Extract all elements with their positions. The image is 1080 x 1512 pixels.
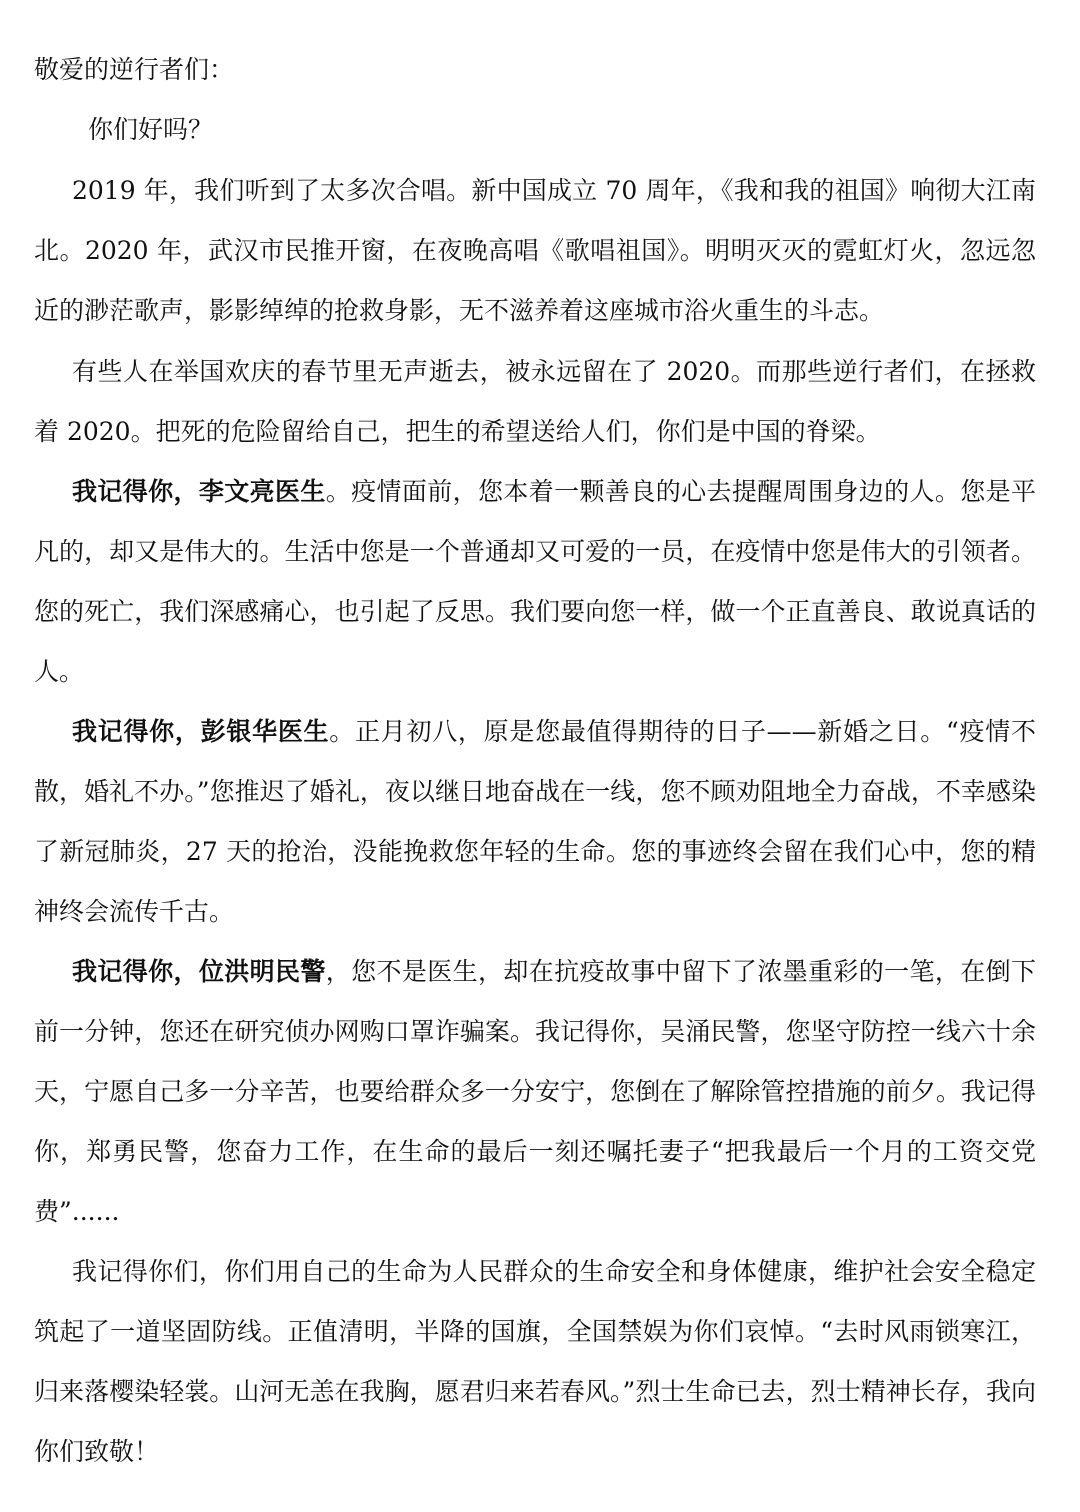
paragraph-peng-yinhua (34, 702, 1036, 942)
paragraph-wei-hongming (34, 942, 1036, 1242)
salutation: 敬爱的逆行者们： (34, 55, 235, 84)
heading-wei-hongming: 我记得你，位洪明民警 (72, 957, 326, 986)
letter-body (34, 40, 1036, 1482)
body-peng-yinhua: 。正月初八，原是您最值得期待的日子——新婚之日。“疫情不散，婚礼不办。”您推迟了婚礼，夜以继日地奋战在一线，您不顾劝阻地全力奋战，不幸感染了新冠肺炎，27 天的抢治，没能挽救您年轻的生命。您的事迹终会留在我们心中，您的精神终会流传千古。 (34, 717, 1036, 926)
heading-li-wenliang: 我记得你，李文亮医生 (72, 477, 326, 506)
paragraph-2020-retrograders: 有些人在举国欢庆的春节里无声逝去，被永远留在了 2020。而那些逆行者们，在拯救着 2020。把死的危险留给自己，把生的希望送给人们，你们是中国的脊梁。 (34, 357, 1036, 446)
body-li-wenliang: 。疫情面前，您本着一颗善良的心去提醒周围身边的人。您是平凡的，却又是伟大的。生活中您是一个普通却又可爱的一员，在疫情中您是伟大的引领者。您的死亡，我们深感痛心，也引起了反思。我们要向您一样，做一个正直善良、敢说真话的人。 (34, 477, 1036, 686)
paragraph-closing: 我记得你们，你们用自己的生命为人民群众的生命安全和身体健康，维护社会安全稳定筑起了一道坚固防线。正值清明，半降的国旗，全国禁娱为你们哀悼。“去时风雨锁寒江，归来落樱染轻裳。山河无恙在我胸，愿君归来若春风。”烈士生命已去，烈士精神长存，我向你们致敬！ (34, 1257, 1036, 1466)
paragraph-li-wenliang (34, 462, 1036, 702)
paragraph-2019-chorus: 2019 年，我们听到了太多次合唱。新中国成立 70 周年，《我和我的祖国》响彻大江南北。2020 年，武汉市民推开窗，在夜晚高唱《歌唱祖国》。明明灭灭的霓虹灯火，忽远忽近的渺茫歌声，影影绰绰的抢救身影，无不滋养着这座城市浴火重生的斗志。 (34, 176, 1036, 325)
greeting: 你们好吗？ (88, 115, 214, 144)
heading-peng-yinhua: 我记得你，彭银华医生 (72, 717, 330, 746)
body-wei-hongming: ，您不是医生，却在抗疫故事中留下了浓墨重彩的一笔，在倒下前一分钟，您还在研究侦办网购口罩诈骗案。我记得你，吴涌民警，您坚守防控一线六十余天，宁愿自己多一分辛苦，也要给群众多一分安宁，您倒在了解除管控措施的前夕。我记得你，郑勇民警，您奋力工作，在生命的最后一刻还嘱托妻子“把我最后一个月的工资交党费”...... (34, 957, 1036, 1226)
